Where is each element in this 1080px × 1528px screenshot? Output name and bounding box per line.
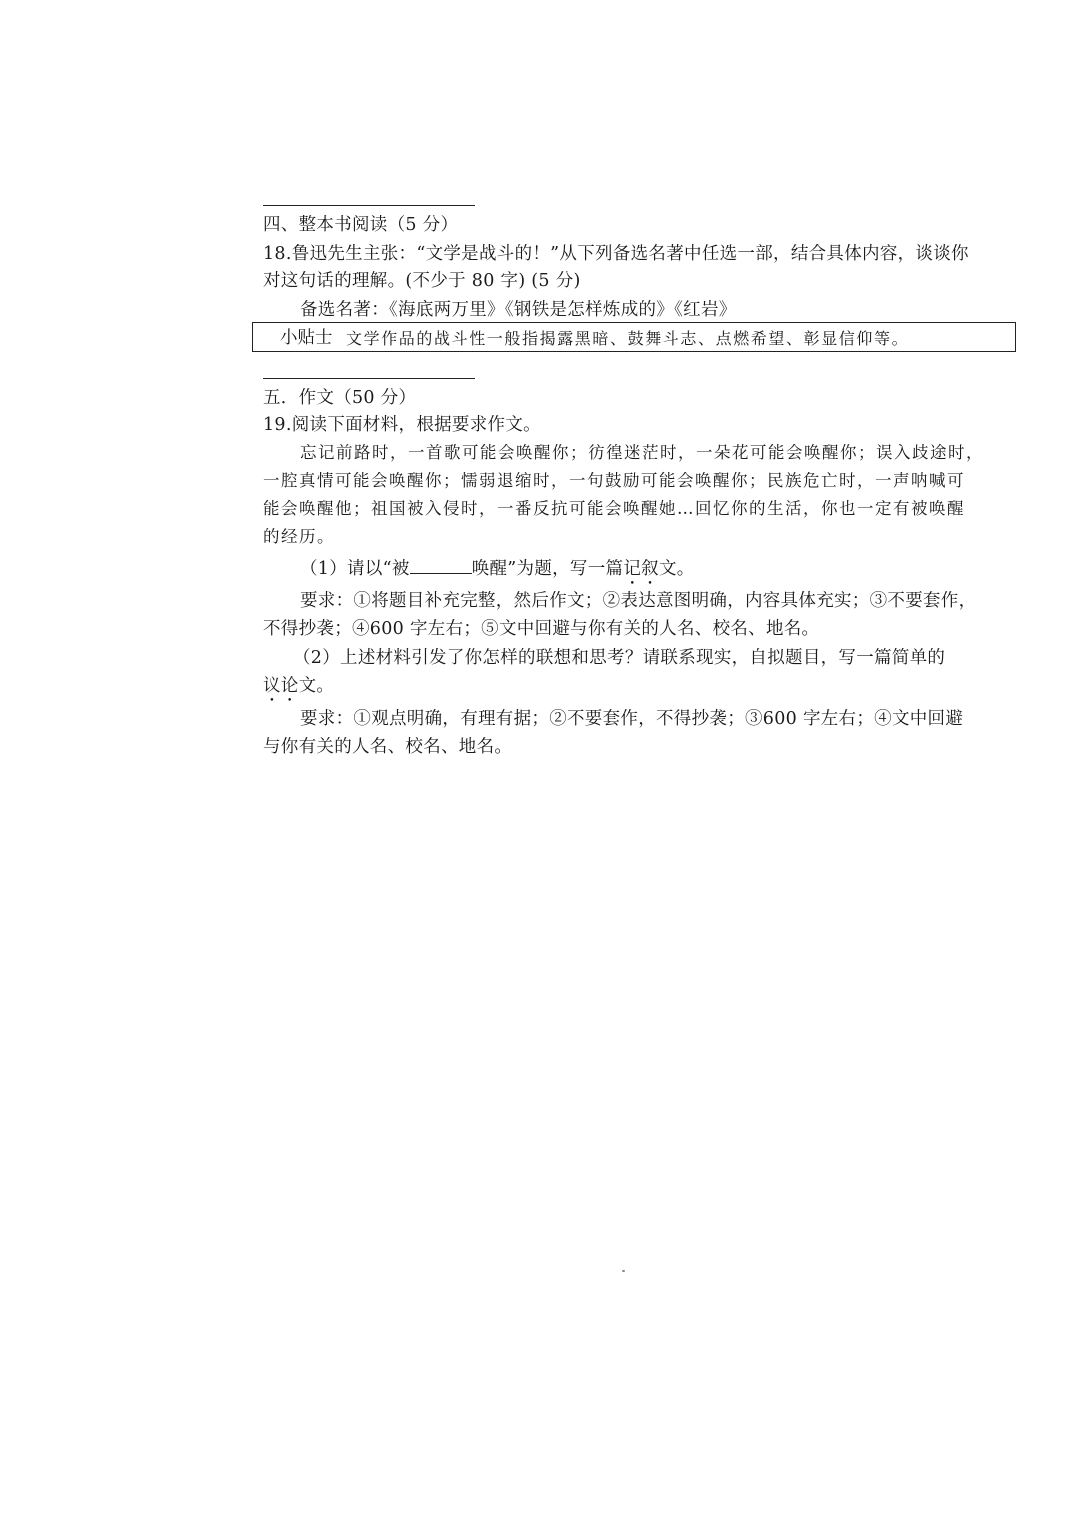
material-line4: 的经历。 xyxy=(263,527,335,546)
option2-line2 xyxy=(263,673,983,706)
question18-line1: 18.鲁迅先生主张：“文学是战斗的！”从下列备选名著中任选一部，结合具体内容，谈谈你 xyxy=(263,244,969,264)
requirement2-line1: 要求：①观点明确，有理有据；②不要套作，不得抄袭；③600 字左右；④文中回避 xyxy=(300,709,964,729)
tip-title: 小贴士 xyxy=(280,328,333,348)
option2-line1: （2）上述材料引发了你怎样的联想和思考？请联系现实，自拟题目，写一篇简单的 xyxy=(293,648,946,668)
option1-emphasis: 记叙 xyxy=(623,559,659,579)
scan-speck xyxy=(622,1270,625,1272)
material-line2: 一腔真情可能会唤醒你；懦弱退缩时，一句鼓励可能会唤醒你；民族危亡时，一声呐喊可 xyxy=(263,471,965,490)
section4-top-rule xyxy=(263,205,475,206)
option1-mid: 唤醒”为题，写一篇 xyxy=(471,559,624,579)
material-line3: 能会唤醒他；祖国被入侵时，一番反抗可能会唤醒她…回忆你的生活，你也一定有被唤醒 xyxy=(263,499,965,518)
material-line1: 忘记前路时，一首歌可能会唤醒你；彷徨迷茫时，一朵花可能会唤醒你；误入歧途时， xyxy=(300,443,984,462)
requirement1-line1: 要求：①将题目补充完整，然后作文；②表达意图明确，内容具体充实；③不要套作， xyxy=(300,591,977,611)
question18-line2: 对这句话的理解。(不少于 80 字) (5 分) xyxy=(263,271,581,291)
tip-text: 文学作品的战斗性一般指揭露黑暗、鼓舞斗志、点燃希望、彰显信仰等。 xyxy=(346,329,910,348)
section4-heading: 四、整本书阅读（5 分） xyxy=(263,215,459,235)
requirement2-line2: 与你有关的人名、校名、地名。 xyxy=(263,737,513,757)
question19-intro: 19.阅读下面材料，根据要求作文。 xyxy=(263,415,541,435)
option2-end: 文。 xyxy=(298,676,335,696)
option2-emphasis: 议论 xyxy=(263,676,299,696)
option1-prefix: （1）请以“被 xyxy=(300,559,410,579)
requirement1-line2: 不得抄袭；④600 字左右；⑤文中回避与你有关的人名、校名、地名。 xyxy=(263,619,820,639)
title-blank xyxy=(410,555,472,574)
section5-heading: 五．作文（50 分） xyxy=(263,388,417,408)
option1-prompt xyxy=(300,555,1020,589)
section5-top-rule xyxy=(263,378,475,379)
option1-end: 文。 xyxy=(658,559,695,579)
book-options-line: 备选名著：《海底两万里》《钢铁是怎样炼成的》《红岩》 xyxy=(300,300,737,320)
